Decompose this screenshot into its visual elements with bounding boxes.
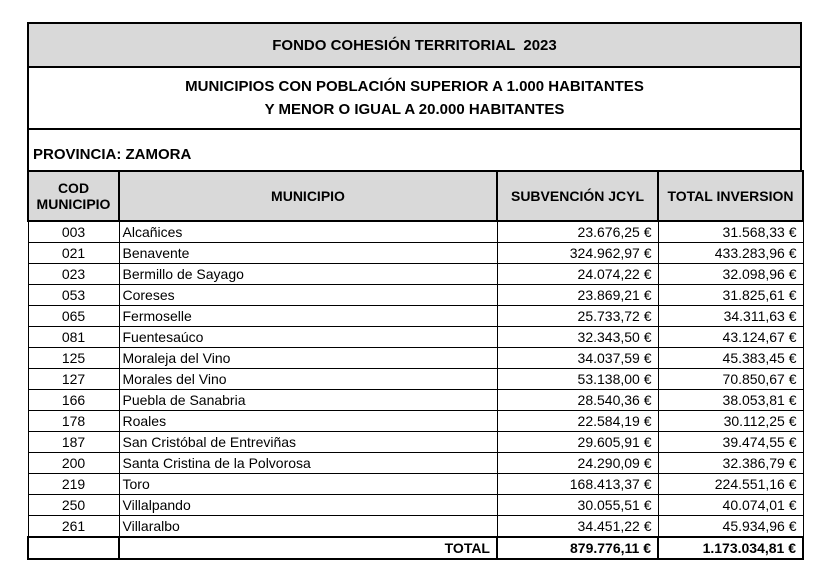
subtitle-line-1: MUNICIPIOS CON POBLACIÓN SUPERIOR A 1.000 HABITANTES [185, 78, 644, 95]
row-municipio: Santa Cristina de la Polvorosa [119, 453, 497, 474]
row-municipio: San Cristóbal de Entreviñas [119, 432, 497, 453]
row-cod: 023 [28, 264, 119, 285]
row-total-inversion: 30.112,25 € [658, 411, 803, 432]
row-municipio: Toro [119, 474, 497, 495]
municipios-table [27, 170, 804, 560]
row-total-inversion: 32.098,96 € [658, 264, 803, 285]
row-subvencion: 32.343,50 € [497, 327, 658, 348]
row-cod: 125 [28, 348, 119, 369]
row-total-inversion: 38.053,81 € [658, 390, 803, 411]
row-subvencion: 53.138,00 € [497, 369, 658, 390]
total-label: TOTAL [119, 537, 497, 559]
province-label: PROVINCIA: ZAMORA [33, 146, 192, 163]
report-subtitle-box [27, 68, 802, 130]
total-subvencion: 879.776,11 € [497, 537, 658, 559]
row-cod: 003 [28, 221, 119, 243]
table-row [28, 474, 803, 495]
table-row [28, 285, 803, 306]
table-row [28, 432, 803, 453]
row-total-inversion: 45.383,45 € [658, 348, 803, 369]
row-municipio: Benavente [119, 243, 497, 264]
row-cod: 053 [28, 285, 119, 306]
row-cod: 065 [28, 306, 119, 327]
row-total-inversion: 39.474,55 € [658, 432, 803, 453]
row-subvencion: 28.540,36 € [497, 390, 658, 411]
row-subvencion: 30.055,51 € [497, 495, 658, 516]
row-municipio: Puebla de Sanabria [119, 390, 497, 411]
table-row [28, 411, 803, 432]
province-box [27, 130, 802, 170]
header-subvencion: SUBVENCIÓN JCYL [497, 171, 658, 221]
row-subvencion: 324.962,97 € [497, 243, 658, 264]
header-municipio: MUNICIPIO [119, 171, 497, 221]
row-cod: 081 [28, 327, 119, 348]
header-cod-line2: MUNICIPIO [36, 196, 111, 212]
row-subvencion: 25.733,72 € [497, 306, 658, 327]
row-cod: 261 [28, 516, 119, 538]
total-inversion: 1.173.034,81 € [658, 537, 803, 559]
row-cod: 187 [28, 432, 119, 453]
table-row [28, 306, 803, 327]
row-municipio: Roales [119, 411, 497, 432]
header-cod-municipio [28, 171, 119, 221]
row-total-inversion: 40.074,01 € [658, 495, 803, 516]
row-cod: 021 [28, 243, 119, 264]
row-cod: 127 [28, 369, 119, 390]
subtitle-line-2: Y MENOR O IGUAL A 20.000 HABITANTES [264, 101, 565, 118]
row-cod: 166 [28, 390, 119, 411]
row-total-inversion: 224.551,16 € [658, 474, 803, 495]
row-subvencion: 22.584,19 € [497, 411, 658, 432]
table-row [28, 390, 803, 411]
row-cod: 250 [28, 495, 119, 516]
table-row [28, 243, 803, 264]
row-subvencion: 168.413,37 € [497, 474, 658, 495]
row-subvencion: 29.605,91 € [497, 432, 658, 453]
table-row [28, 348, 803, 369]
row-total-inversion: 34.311,63 € [658, 306, 803, 327]
report-title: FONDO COHESIÓN TERRITORIAL 2023 [272, 36, 557, 54]
row-total-inversion: 70.850,67 € [658, 369, 803, 390]
row-municipio: Coreses [119, 285, 497, 306]
row-total-inversion: 31.825,61 € [658, 285, 803, 306]
table-body [28, 221, 803, 537]
row-total-inversion: 43.124,67 € [658, 327, 803, 348]
table-header-row [28, 171, 803, 221]
report-sheet [27, 22, 802, 560]
row-municipio: Morales del Vino [119, 369, 497, 390]
row-subvencion: 34.037,59 € [497, 348, 658, 369]
row-total-inversion: 31.568,33 € [658, 221, 803, 243]
row-subvencion: 24.074,22 € [497, 264, 658, 285]
table-row [28, 453, 803, 474]
table-row [28, 327, 803, 348]
row-total-inversion: 32.386,79 € [658, 453, 803, 474]
table-row [28, 221, 803, 243]
row-total-inversion: 433.283,96 € [658, 243, 803, 264]
row-cod: 200 [28, 453, 119, 474]
table-row [28, 264, 803, 285]
row-municipio: Moraleja del Vino [119, 348, 497, 369]
row-subvencion: 24.290,09 € [497, 453, 658, 474]
row-municipio: Fuentesaúco [119, 327, 497, 348]
header-total-inversion: TOTAL INVERSION [658, 171, 803, 221]
row-total-inversion: 45.934,96 € [658, 516, 803, 538]
total-row [28, 537, 803, 559]
row-cod: 219 [28, 474, 119, 495]
row-cod: 178 [28, 411, 119, 432]
total-cod-cell [28, 537, 119, 559]
row-municipio: Fermoselle [119, 306, 497, 327]
header-cod-line1: COD [57, 180, 90, 196]
row-municipio: Bermillo de Sayago [119, 264, 497, 285]
row-municipio: Villaralbo [119, 516, 497, 538]
report-title-box [27, 22, 802, 68]
row-municipio: Alcañices [119, 221, 497, 243]
row-subvencion: 34.451,22 € [497, 516, 658, 538]
table-row [28, 495, 803, 516]
row-municipio: Villalpando [119, 495, 497, 516]
row-subvencion: 23.676,25 € [497, 221, 658, 243]
row-subvencion: 23.869,21 € [497, 285, 658, 306]
table-row [28, 369, 803, 390]
table-row [28, 516, 803, 538]
